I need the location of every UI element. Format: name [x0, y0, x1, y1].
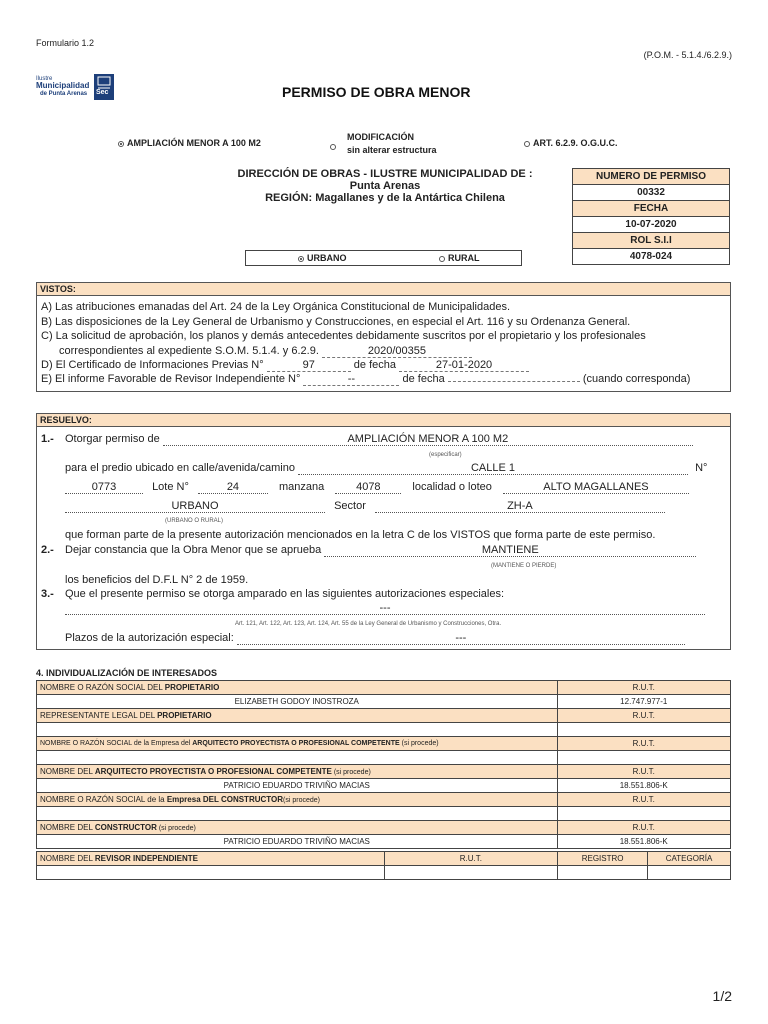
lote-label: Lote N° [152, 481, 189, 493]
municipal-logo [36, 74, 114, 100]
vistos-c2-row [59, 345, 472, 358]
especificar-caption: (especificar) [429, 452, 462, 458]
arquitecto-name: PATRICIO EDUARDO TRIVIÑO MACIAS [37, 779, 558, 793]
revisor-label: NOMBRE DEL REVISOR INDEPENDIENTE [37, 852, 385, 866]
permit-rol: 4078-024 [573, 249, 729, 265]
table-row [37, 765, 731, 779]
zone-urbano[interactable] [298, 253, 347, 263]
sector-label: Sector [334, 500, 366, 512]
manzana-value: 4078 [335, 481, 401, 494]
table-row [37, 723, 731, 737]
vistos-c2: correspondientes al expediente S.O.M. 5.1.4. y 6.2.9. [59, 345, 319, 357]
revisor-number: -- [303, 373, 399, 386]
table-row [37, 807, 731, 821]
radio-checked-icon[interactable] [118, 141, 124, 147]
permit-rol-label: ROL S.I.I [573, 233, 729, 249]
permiso-value: AMPLIACIÓN MENOR A 100 M2 [163, 433, 693, 446]
manzana-label: manzana [279, 481, 325, 493]
lote-value: 24 [198, 481, 268, 494]
rut-label: R.U.T. [557, 765, 731, 779]
type-option-ampliacion[interactable] [118, 138, 261, 148]
cip-number: 97 [267, 359, 351, 372]
rut-label: R.U.T. [384, 852, 558, 866]
table-row [37, 866, 731, 880]
predio-label: para el predio ubicado en calle/avenida/camino [65, 462, 295, 474]
constructor-empresa-label: NOMBRE O RAZÓN SOCIAL de la Empresa DEL CONSTRUCTOR(si procede) [37, 793, 558, 807]
item-3-number: 3.- [41, 588, 54, 600]
beneficios-text: los beneficios del D.F.L N° 2 de 1959. [65, 574, 249, 586]
sector-row [65, 500, 665, 513]
direction-block [230, 168, 540, 204]
rut-label: R.U.T. [557, 709, 731, 723]
sector-value: ZH-A [375, 500, 665, 513]
type-label: MODIFICACIÓN [347, 132, 414, 142]
zone-rural-label: RURAL [448, 253, 480, 263]
table-row [37, 695, 731, 709]
radio-unchecked-icon[interactable] [439, 256, 445, 262]
interesados-table [36, 680, 731, 849]
urbano-rural-caption: (URBANO O RURAL) [165, 518, 224, 524]
item-1-number: 1.- [41, 433, 54, 445]
street-number-value: 0773 [65, 481, 143, 494]
table-row [37, 709, 731, 723]
mantiene-caption: (MANTIENE O PIERDE) [491, 563, 557, 569]
forman-text: que forman parte de la presente autorización mencionados en la letra C de los VISTOS que forma parte de este permiso. [65, 529, 656, 541]
logo-line1: Ilustre [36, 76, 53, 82]
otorgar-label: Otorgar permiso de [65, 433, 160, 445]
propietario-label: NOMBRE O RAZÓN SOCIAL DEL PROPIETARIO [37, 681, 558, 695]
arquitecto-empresa-label: NOMBRE O RAZÓN SOCIAL de la Empresa del ARQUITECTO PROYECTISTA O PROFESIONAL COMPETENTE (si procede) [37, 737, 558, 751]
logo-badge: Sec [96, 89, 109, 96]
authorizations-row [65, 602, 705, 615]
constructor-label: NOMBRE DEL CONSTRUCTOR (si procede) [37, 821, 558, 835]
propietario-rut: 12.747.977-1 [557, 695, 731, 709]
vistos-section [36, 282, 731, 392]
table-row [37, 852, 731, 866]
logo-line2: Municipalidad [36, 81, 90, 90]
vistos-e-tail: (cuando corresponda) [582, 373, 691, 385]
categoria-label: CATEGORÍA [648, 852, 731, 866]
propietario-name: ELIZABETH GODOY INOSTROZA [37, 695, 558, 709]
type-option-modificacion [347, 131, 437, 157]
vistos-e-row [41, 373, 690, 386]
revisor-table [36, 851, 731, 880]
rut-label: R.U.T. [557, 793, 731, 807]
mantiene-value: MANTIENE [324, 544, 696, 557]
logo-line3: de Punta Arenas [40, 91, 88, 97]
plazos-value: --- [237, 632, 685, 645]
vistos-d-row [41, 359, 529, 372]
rut-label: R.U.T. [557, 737, 731, 751]
item-1-row [65, 433, 693, 446]
table-row [37, 779, 731, 793]
representante-label: REPRESENTANTE LEGAL DEL PROPIETARIO [37, 709, 558, 723]
vistos-c1: C) La solicitud de aprobación, los planos y demás antecedentes debidamente suscritos por el propietario y los profesionales [41, 330, 646, 342]
arts-caption: Art. 121, Art. 122, Art. 123, Art. 124, Art. 55 de la Ley General de Urbanismo y Construcciones, Otra. [235, 621, 502, 627]
predio-row [65, 462, 707, 475]
urban-rural-value: URBANO [65, 500, 325, 513]
vistos-e-label: E) El informe Favorable de Revisor Independiente N° [41, 373, 301, 385]
rut-label: R.U.T. [557, 821, 731, 835]
localidad-value: ALTO MAGALLANES [503, 481, 689, 494]
permit-box [572, 168, 730, 265]
cip-date: 27-01-2020 [399, 359, 529, 372]
vistos-a: A) Las atribuciones emanadas del Art. 24 de la Ley Orgánica Constitucional de Municipalidades. [41, 301, 510, 313]
plazos-label: Plazos de la autorización especial: [65, 632, 234, 644]
zone-rural[interactable] [439, 253, 480, 263]
municipal-crest-icon [94, 74, 114, 100]
permit-number: 00332 [573, 185, 729, 201]
type-label: AMPLIACIÓN MENOR A 100 M2 [127, 138, 261, 148]
page-number: 1/2 [712, 988, 732, 1004]
page-title: PERMISO DE OBRA MENOR [282, 84, 471, 100]
expediente-value: 2020/00355 [322, 345, 472, 358]
authorizations-value: --- [65, 602, 705, 615]
street-value: CALLE 1 [298, 462, 688, 475]
vistos-d-date-label: de fecha [353, 359, 396, 371]
radio-checked-icon[interactable] [298, 256, 304, 262]
permit-date-label: FECHA [573, 201, 729, 217]
resuelvo-section [36, 413, 731, 650]
type-sublabel: sin alterar estructura [347, 145, 437, 155]
item-2-row [65, 544, 696, 557]
arquitecto-label: NOMBRE DEL ARQUITECTO PROYECTISTA O PROFESIONAL COMPETENTE (si procede) [37, 765, 558, 779]
direction-line1: DIRECCIÓN DE OBRAS - ILUSTRE MUNICIPALIDAD DE : [237, 168, 533, 180]
item-2-number: 2.- [41, 544, 54, 556]
permit-number-label: NUMERO DE PERMISO [573, 169, 729, 185]
lote-row [65, 481, 689, 494]
table-row [37, 737, 731, 751]
constructor-name: PATRICIO EDUARDO TRIVIÑO MACIAS [37, 835, 558, 849]
table-row [37, 793, 731, 807]
type-label: ART. 6.2.9. O.G.U.C. [533, 138, 618, 148]
pom-reference: (P.O.M. - 5.1.4./6.2.9.) [643, 50, 732, 60]
form-label: Formulario 1.2 [36, 38, 95, 48]
zone-urbano-label: URBANO [307, 253, 347, 263]
vistos-b: B) Las disposiciones de la Ley General de Urbanismo y Construcciones, en especial el Art. 116 y su Ordenanza General. [41, 316, 631, 328]
vistos-header: VISTOS: [37, 283, 730, 296]
direction-line3: REGIÓN: Magallanes y de la Antártica Chilena [265, 192, 505, 204]
resuelvo-header: RESUELVO: [37, 414, 730, 427]
table-row [37, 821, 731, 835]
dejar-label: Dejar constancia que la Obra Menor que se aprueba [65, 544, 322, 556]
radio-unchecked-icon[interactable] [330, 144, 336, 150]
interesados-header: 4. INDIVIDUALIZACIÓN DE INTERESADOS [36, 668, 218, 678]
type-option-modificacion-radio[interactable] [330, 138, 339, 156]
vistos-d-label: D) El Certificado de Informaciones Previas N° [41, 359, 264, 371]
type-option-art629[interactable] [524, 138, 618, 148]
permit-date: 10-07-2020 [573, 217, 729, 233]
plazos-row [65, 632, 685, 645]
vistos-e-date-label: de fecha [402, 373, 445, 385]
zone-selector [245, 250, 522, 266]
constructor-rut: 18.551.806-K [557, 835, 731, 849]
table-row [37, 835, 731, 849]
table-row [37, 681, 731, 695]
arquitecto-rut: 18.551.806-K [557, 779, 731, 793]
registro-label: REGISTRO [558, 852, 648, 866]
localidad-label: localidad o loteo [412, 481, 492, 493]
direction-line2: Punta Arenas [349, 180, 421, 192]
table-row [37, 751, 731, 765]
radio-unchecked-icon[interactable] [524, 141, 530, 147]
rut-label: R.U.T. [557, 681, 731, 695]
number-label: N° [695, 462, 708, 474]
item-3-text: Que el presente permiso se otorga amparado en las siguientes autorizaciones especiales: [65, 588, 505, 600]
